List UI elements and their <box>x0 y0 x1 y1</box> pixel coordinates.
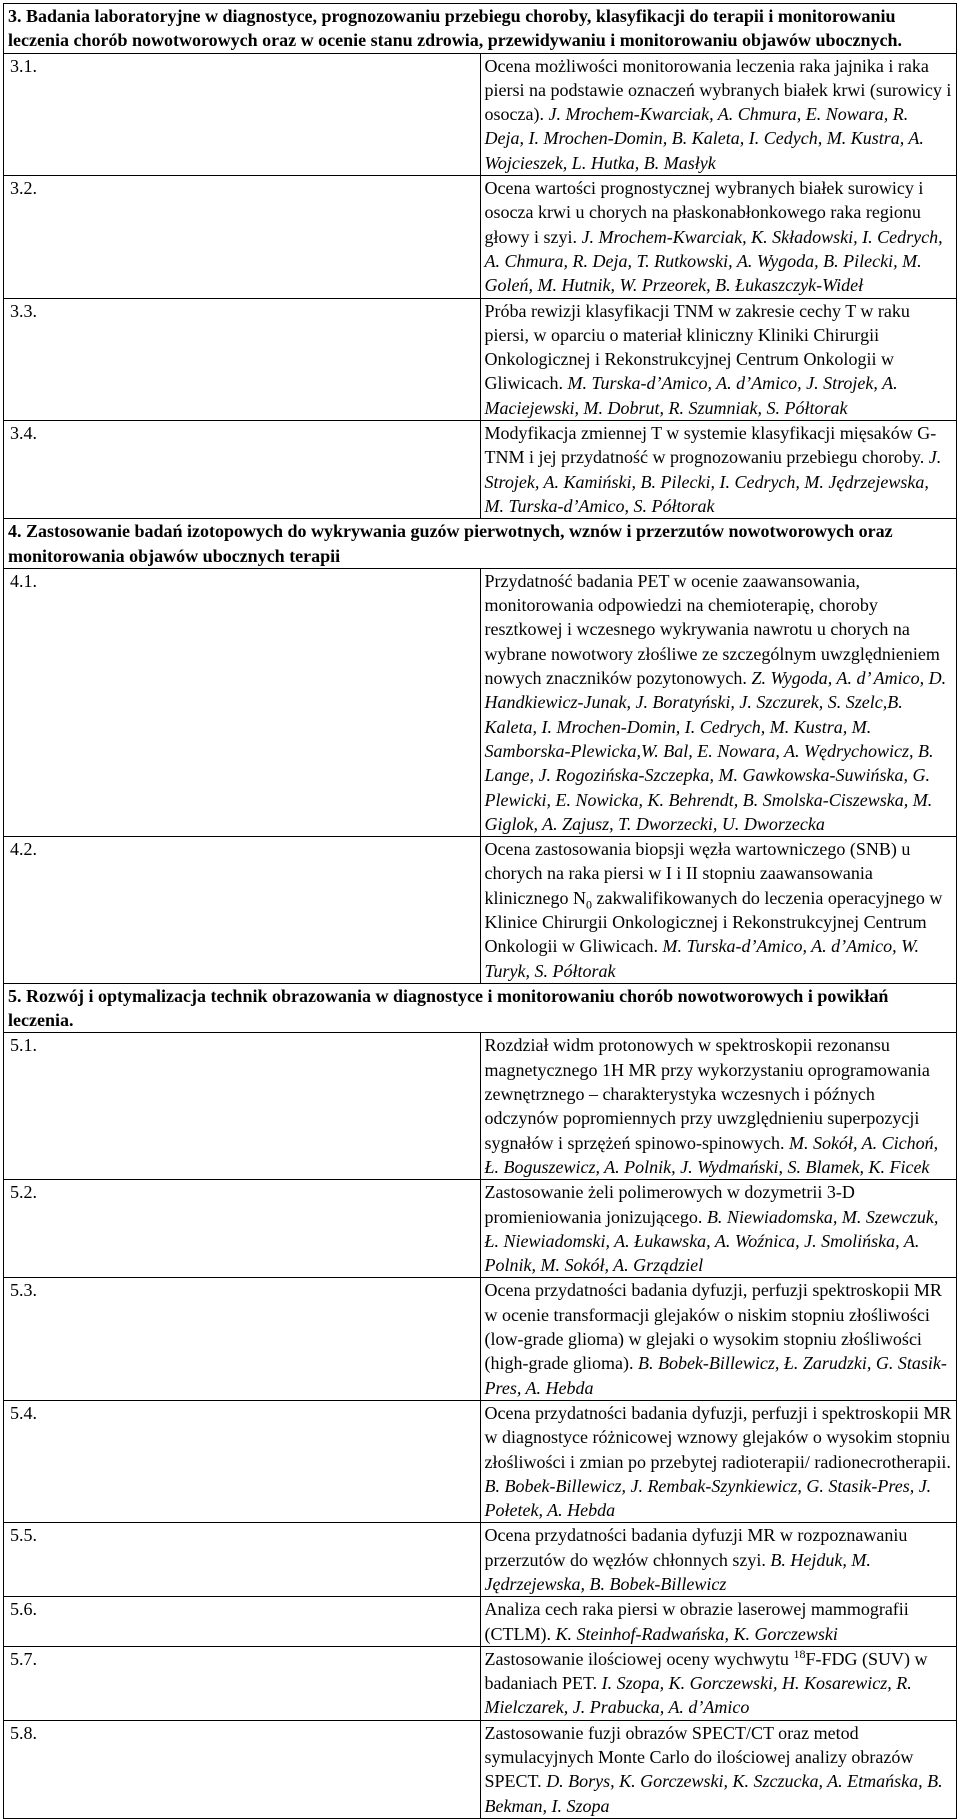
item-number: 3.1. <box>4 53 481 175</box>
section-heading-row <box>4 983 957 1033</box>
item-row <box>4 421 957 519</box>
item-text <box>480 1597 957 1647</box>
superscript: 18 <box>793 1646 806 1661</box>
section-heading: 4. Zastosowanie badań izotopowych do wykrywania guzów pierwotnych, wznów i przerzutów nowotworowych oraz monitorowania objawów ubocznych terapii <box>4 519 957 569</box>
item-authors: M. Sokół, A. Cichoń, Ł. Boguszewicz, A. Polnik, J. Wydmański, S. Blamek, K. Ficek <box>484 1132 939 1177</box>
item-number: 3.3. <box>4 298 481 420</box>
item-row <box>4 1646 957 1720</box>
item-number: 5.7. <box>4 1646 481 1720</box>
item-authors: B. Bobek-Billewicz, Ł. Zarudzki, G. Stasik-Pres, A. Hebda <box>484 1353 947 1398</box>
item-row <box>4 53 957 175</box>
item-title: Modyfikacja zmiennej T w systemie klasyfikacji mięsaków G-TNM i jej przydatność w prognozowaniu przebiegu choroby. <box>484 423 937 468</box>
item-title: Ocena wartości prognostycznej wybranych białek surowicy i osocza krwi u chorych na płaskonabłonkowego raka regionu głowy i szyi. <box>484 178 924 247</box>
item-number: 5.5. <box>4 1523 481 1597</box>
document-table <box>3 3 957 1819</box>
item-text <box>480 1720 957 1818</box>
item-title: Rozdział widm protonowych w spektroskopii rezonansu magnetycznego 1H MR przy wykorzystaniu oprogramowania zewnętrznego – charakterystyka wczesnych i późnych odczynów popromiennych przy uwzględnieniu superpozycji sygnałów i sprzężeń spinowo-spinowych. <box>484 1035 930 1153</box>
item-text <box>480 837 957 984</box>
item-title-part: zakwalifikowanych do leczenia operacyjnego w Klinice Chirurgii Onkologicznej i Rekonstrukcyjnej Centrum Onkologii w Gliwicach. <box>484 887 943 957</box>
item-authors: J. Mrochem-Kwarciak, A. Chmura, E. Nowara, R. Deja, I. Mrochen-Domin, B. Kaleta, I. Cedych, M. Kustra, A. Wojcieszek, L. Hutka, B. Masłyk <box>484 104 924 173</box>
item-row <box>4 568 957 836</box>
item-title-part: Ocena zastosowania biopsji węzła wartowniczego (SNB) u chorych na raka piersi w I i II stopniu zaawansowania klinicznego N <box>484 839 911 908</box>
item-authors: D. Borys, K. Gorczewski, K. Szczucka, A. Etmańska, B. Bekman, I. Szopa <box>484 1771 943 1816</box>
item-authors: Z. Wygoda, A. d’ Amico, D. Handkiewicz-Junak, J. Boratyński, J. Szczurek, S. Szelc,B. Kaleta, I. Mrochen-Domin, I. Cedrych, M. Kustra, M. Samborska-Plewicka,W. Bal, E. Nowara, A. Wędrychowicz, B. Lange, J. Rogozińska-Szczepka, M. Gawkowska-Suwińska, G. Plewicki, E. Nowicka, K. Behrendt, B. Smolska-Ciszewska, M. Giglok, A. Zajusz, T. Dworzecki, U. Dworzecka <box>484 668 947 834</box>
item-authors: I. Szopa, K. Gorczewski, H. Kosarewicz, R. Mielczarek, J. Prabucka, A. d’Amico <box>484 1673 912 1718</box>
item-title-part: Zastosowanie ilościowej oceny wychwytu <box>484 1648 794 1669</box>
item-number: 5.4. <box>4 1400 481 1522</box>
item-authors: M. Turska-d’Amico, A. d’Amico, J. Strojek, A. Maciejewski, M. Dobrut, R. Szumniak, S. Półtorak <box>484 373 898 418</box>
item-title: Przydatność badania PET w ocenie zaawansowania, monitorowania odpowiedzi na chemioterapię, choroby resztkowej i wczesnego wykrywania nawrotu u chorych na wybrane nowotwory złośliwe ze szczególnym uwzględnieniem nowych znaczników pozytonowych. <box>484 570 940 689</box>
item-authors: B. Hejduk, M. Jędrzejewska, B. Bobek-Billewicz <box>484 1549 871 1594</box>
item-number: 4.1. <box>4 568 481 836</box>
item-text <box>480 53 957 175</box>
item-number: 5.3. <box>4 1278 481 1400</box>
item-text <box>480 298 957 420</box>
item-row <box>4 1033 957 1180</box>
section-heading: 3. Badania laboratoryjne w diagnostyce, prognozowaniu przebiegu choroby, klasyfikacji do terapii i monitorowaniu leczenia chorób nowotworowych oraz w ocenie stanu zdrowia, przewidywaniu i monitorowaniu objawów ubocznych. <box>4 4 957 54</box>
item-title: Zastosowanie fuzji obrazów SPECT/CT oraz metod symulacyjnych Monte Carlo do ilościowej analizy obrazów SPECT. <box>484 1722 914 1792</box>
item-text <box>480 421 957 519</box>
item-row <box>4 1720 957 1818</box>
item-title: Próba rewizji klasyfikacji TNM w zakresie cechy T w raku piersi, w oparciu o materiał kliniczny Kliniki Chirurgii Onkologicznej i Rekonstrukcyjnej Centrum Onkologii w Gliwicach. <box>484 300 910 394</box>
item-text <box>480 1278 957 1400</box>
item-row <box>4 837 957 984</box>
subscript: 0 <box>585 897 592 912</box>
item-number: 3.4. <box>4 421 481 519</box>
item-authors: J. Strojek, A. Kamiński, B. Pilecki, I. Cedrych, M. Jędrzejewska, M. Turska-d’Amico, S. Półtorak <box>484 447 942 516</box>
item-title: Ocena przydatności badania dyfuzji, perfuzji spektroskopii MR w ocenie transformacji glejaków o niskim stopniu złośliwości (low-grade glioma) w glejaki o wysokim stopniu złośliwości (high-grade glioma). <box>484 1280 942 1374</box>
item-authors: B. Niewiadomska, M. Szewczuk, Ł. Niewiadomski, A. Łukawska, A. Woźnica, J. Smolińska, A. Polnik, M. Sokół, A. Grządziel <box>484 1206 939 1276</box>
item-title: Ocena możliwości monitorowania leczenia raka jajnika i raka piersi na podstawie oznaczeń wybranych białek krwi (surowicy i osocza). <box>484 55 952 125</box>
item-title: Analiza cech raka piersi w obrazie laserowej mammografii (CTLM). <box>484 1599 909 1644</box>
item-row <box>4 1523 957 1597</box>
item-number: 4.2. <box>4 837 481 984</box>
item-number: 5.6. <box>4 1597 481 1647</box>
item-number: 5.2. <box>4 1180 481 1278</box>
item-text <box>480 1523 957 1597</box>
item-text <box>480 176 957 298</box>
item-title: Ocena przydatności badania dyfuzji, perfuzji i spektroskopii MR w diagnostyce różnicowej wznowy glejaków o wysokim stopniu złośliwości i zmian po przebytej radioterapii/ radionecrotherapii. <box>484 1402 952 1472</box>
item-row <box>4 298 957 420</box>
item-authors: M. Turska-d’Amico, A. d’Amico, W. Turyk, S. Półtorak <box>484 936 919 981</box>
section-heading-row <box>4 519 957 569</box>
item-text <box>480 568 957 836</box>
item-row <box>4 1278 957 1400</box>
item-title: Ocena przydatności badania dyfuzji MR w rozpoznawaniu przerzutów do węzłów chłonnych szyi. <box>484 1525 908 1570</box>
item-row <box>4 176 957 298</box>
item-number: 3.2. <box>4 176 481 298</box>
item-authors: B. Bobek-Billewicz, J. Rembak-Szynkiewicz, G. Stasik-Pres, J. Połetek, A. Hebda <box>484 1475 932 1521</box>
item-row <box>4 1597 957 1647</box>
item-authors: K. Steinhof-Radwańska, K. Gorczewski <box>555 1623 838 1644</box>
item-number: 5.8. <box>4 1720 481 1818</box>
section-heading: 5. Rozwój i optymalizacja technik obrazowania w diagnostyce i monitorowaniu chorób nowotworowych i powikłań leczenia. <box>4 983 957 1033</box>
item-authors: J. Mrochem-Kwarciak, K. Składowski, I. Cedrych, A. Chmura, R. Deja, T. Rutkowski, A. Wygoda, B. Pilecki, M. Goleń, M. Hutnik, W. Przeorek, B. Łukaszczyk-Wideł <box>484 226 943 296</box>
item-text <box>480 1646 957 1720</box>
item-row <box>4 1400 957 1522</box>
item-title-part: F-FDG (SUV) w badaniach PET. <box>484 1648 928 1694</box>
item-row <box>4 1180 957 1278</box>
item-text <box>480 1180 957 1278</box>
item-number: 5.1. <box>4 1033 481 1180</box>
item-text <box>480 1033 957 1180</box>
section-heading-row <box>4 4 957 54</box>
item-title: Zastosowanie żeli polimerowych w dozymetrii 3-D promieniowania jonizującego. <box>484 1182 855 1227</box>
item-text <box>480 1400 957 1522</box>
